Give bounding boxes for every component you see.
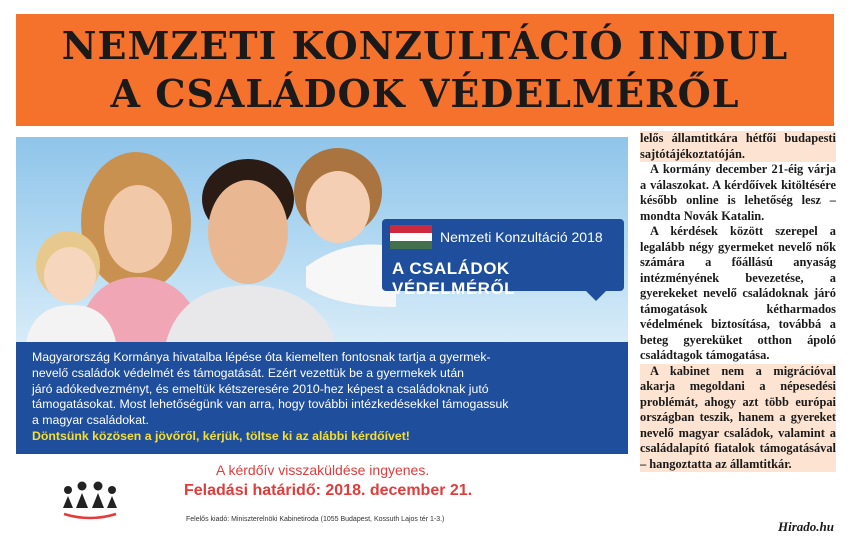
article-paragraph: A kormány december 21-éig várja a válaszokat. A kérdőívek kitöltésére később online is lehetőség lesz – mondta Novák Katalin. (640, 162, 836, 223)
article-paragraph: A kabinet nem a migrációval akarja megoldani a népesedési problémát, ahogy azt több európai országban teszik, hanem a gyereket nevelő magyar családok, valamint a családalapító fiatalok támogatásával – hangoztatta az államtitkár. (640, 363, 836, 471)
family-photo (16, 137, 628, 342)
advert-footer (16, 454, 628, 533)
hungarian-flag-icon (390, 225, 432, 249)
advert-body-line: Magyarország Kormánya hivatalba lépése óta kiemelten fontosnak tartja a gyermek- (32, 350, 491, 364)
article-column (640, 131, 836, 472)
article-paragraph: A kérdések között szerepel a legalább négy gyermeket nevelő nők számára a főállású anyaság intézményének bevezetése, a gyerekeket nevelő családoknak járó támogatások kétharmados védelmének biztosítása, továbbá a beteg gyereküket otthon ápoló családtagok támogatása. (640, 224, 836, 362)
headline-line-1: NEMZETI KONZULTÁCIÓ INDUL (61, 23, 789, 68)
badge-speech-tail (586, 291, 606, 301)
headline-banner (16, 14, 834, 126)
article-paragraph: lelős államtitkára hétfői budapesti sajtótájékoztatóján. (640, 131, 836, 161)
advert-body-line: támogatásokat. Most lehetőségünk van arra, hogy további intézkedésekkel támogassuk (32, 397, 509, 412)
headline-line-2: A CSALÁDOK VÉDELMÉRŐL (110, 71, 740, 116)
consultation-advert (16, 137, 628, 533)
publisher-imprint: Felelős kiadó: Miniszterelnöki Kabinetiroda (1055 Budapest, Kossuth Lajos tér 1-3.) (186, 516, 445, 523)
advert-call-to-action: Döntsünk közösen a jövőről, kérjük, töltse ki az alábbi kérdőívet! (32, 428, 410, 443)
family-logo-icon (60, 478, 120, 522)
badge-title: A CSALÁDOK VÉDELMÉRŐL (392, 259, 516, 298)
badge-subtitle: Nemzeti Konzultáció 2018 (440, 229, 603, 245)
advert-text-band (16, 342, 628, 454)
advert-body-line: nevelő családok védelmét és támogatását. Ezért vezettük be a gyermekek után (32, 365, 464, 380)
advert-body-line: járó adókedvezményt, és emeltük kétszeresére 2010-hez képest a családoknak jutó (32, 381, 489, 396)
advert-body-line: a magyar családokat. (32, 413, 149, 428)
consultation-badge (382, 219, 624, 298)
source-credit: Hirado.hu (778, 519, 834, 534)
deadline-text: Feladási határidő: 2018. december 21. (184, 482, 473, 499)
free-return-note: A kérdőív visszaküldése ingyenes. (216, 462, 430, 478)
